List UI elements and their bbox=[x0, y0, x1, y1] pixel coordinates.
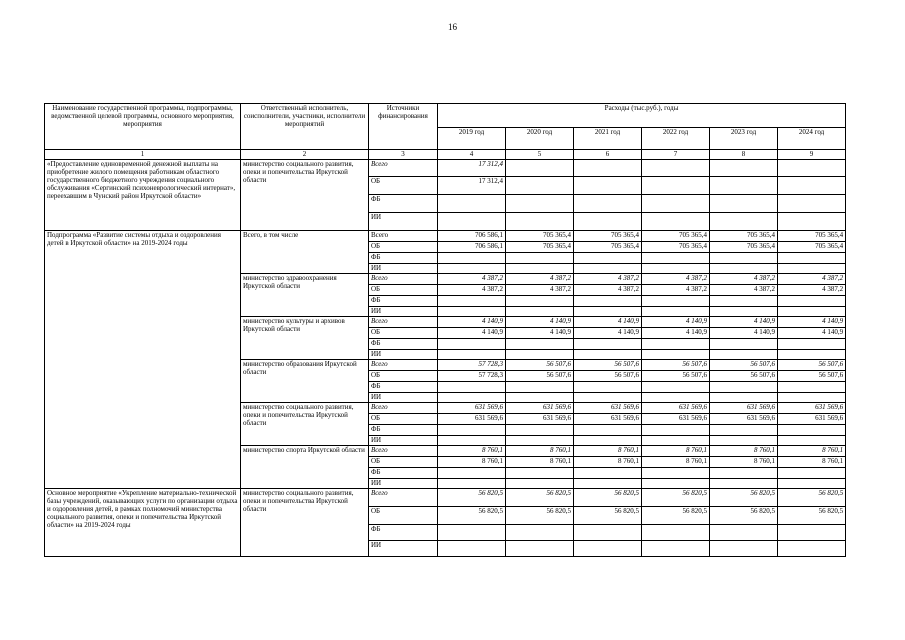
expense-cell bbox=[642, 468, 710, 479]
header-year: 2019 год bbox=[438, 128, 506, 150]
header-responsible: Ответственный исполнитель, соисполнители, участники, исполнители мероприятий bbox=[241, 104, 369, 150]
expense-cell: 8 760,1 bbox=[574, 457, 642, 468]
expense-cell bbox=[642, 393, 710, 403]
expense-cell bbox=[574, 479, 642, 489]
expense-cell bbox=[506, 479, 574, 489]
column-number: 7 bbox=[642, 150, 710, 160]
expense-cell bbox=[710, 213, 778, 231]
expense-cell: 4 387,2 bbox=[574, 285, 642, 296]
expense-cell bbox=[642, 177, 710, 195]
expense-cell: 705 365,4 bbox=[506, 231, 574, 242]
expense-cell bbox=[642, 382, 710, 393]
expense-cell bbox=[710, 425, 778, 436]
funding-source: ОБ bbox=[369, 507, 438, 525]
expense-cell bbox=[574, 160, 642, 177]
expense-cell: 56 507,6 bbox=[574, 371, 642, 382]
executor-name: министерство социального развития, опеки и попечительства Иркутской области bbox=[241, 403, 369, 446]
expense-cell bbox=[438, 350, 506, 360]
expense-cell: 56 820,5 bbox=[506, 489, 574, 507]
expense-cell bbox=[574, 264, 642, 274]
expense-cell bbox=[438, 296, 506, 307]
expense-cell bbox=[438, 468, 506, 479]
expense-cell bbox=[710, 393, 778, 403]
expense-cell: 56 507,6 bbox=[710, 371, 778, 382]
expense-cell bbox=[438, 253, 506, 264]
expense-cell: 706 586,1 bbox=[438, 242, 506, 253]
section-description: «Предоставление единовременной денежной выплаты на приобретение жилого помещения работникам областного государственного бюджетного учреждения социального обслуживания «Сергинский психоневрологический интернат», переехавшим в Чунский район Иркутской области» bbox=[45, 160, 241, 231]
expense-cell bbox=[778, 253, 846, 264]
expense-cell: 631 569,6 bbox=[506, 403, 574, 414]
funding-source: ИИ bbox=[369, 213, 438, 231]
expense-cell: 4 140,9 bbox=[778, 328, 846, 339]
expense-cell: 56 820,5 bbox=[778, 507, 846, 525]
expense-cell: 4 140,9 bbox=[506, 328, 574, 339]
expense-cell: 17 312,4 bbox=[438, 177, 506, 195]
expense-cell bbox=[710, 468, 778, 479]
expense-cell bbox=[778, 541, 846, 557]
expense-cell: 4 140,9 bbox=[574, 317, 642, 328]
funding-source: Всего bbox=[369, 360, 438, 371]
expense-cell: 4 387,2 bbox=[778, 274, 846, 285]
expense-cell bbox=[778, 468, 846, 479]
column-number: 4 bbox=[438, 150, 506, 160]
funding-source: ОБ bbox=[369, 457, 438, 468]
funding-source: ИИ bbox=[369, 479, 438, 489]
expense-cell bbox=[710, 339, 778, 350]
expense-cell bbox=[642, 307, 710, 317]
expense-cell: 705 365,4 bbox=[574, 231, 642, 242]
expense-cell: 4 140,9 bbox=[778, 317, 846, 328]
expense-cell bbox=[642, 213, 710, 231]
expense-cell: 4 140,9 bbox=[710, 328, 778, 339]
expense-cell bbox=[438, 307, 506, 317]
funding-source: ФБ bbox=[369, 195, 438, 213]
expense-cell: 8 760,1 bbox=[710, 457, 778, 468]
expense-cell bbox=[438, 525, 506, 541]
executor-name: министерство образования Иркутской области bbox=[241, 360, 369, 403]
expense-cell bbox=[710, 264, 778, 274]
expense-cell bbox=[438, 541, 506, 557]
funding-source: ИИ bbox=[369, 393, 438, 403]
expense-cell: 56 820,5 bbox=[710, 489, 778, 507]
expense-cell bbox=[574, 307, 642, 317]
expense-cell bbox=[506, 541, 574, 557]
funding-source: ОБ bbox=[369, 371, 438, 382]
expense-cell bbox=[506, 296, 574, 307]
column-number: 2 bbox=[241, 150, 369, 160]
expense-cell bbox=[642, 436, 710, 446]
expense-cell bbox=[506, 382, 574, 393]
expense-cell bbox=[710, 382, 778, 393]
expense-cell bbox=[574, 468, 642, 479]
expense-cell: 4 387,2 bbox=[574, 274, 642, 285]
expense-cell: 4 387,2 bbox=[710, 285, 778, 296]
expense-cell: 56 507,6 bbox=[574, 360, 642, 371]
expense-cell bbox=[506, 468, 574, 479]
expense-cell: 56 507,6 bbox=[642, 371, 710, 382]
expense-cell: 631 569,6 bbox=[574, 403, 642, 414]
expense-cell: 4 387,2 bbox=[506, 285, 574, 296]
expense-cell: 705 365,4 bbox=[778, 231, 846, 242]
expense-cell: 4 140,9 bbox=[438, 328, 506, 339]
expense-cell bbox=[506, 525, 574, 541]
column-number: 5 bbox=[506, 150, 574, 160]
expense-cell bbox=[710, 436, 778, 446]
expense-cell bbox=[710, 525, 778, 541]
expense-cell: 631 569,6 bbox=[438, 414, 506, 425]
expense-cell bbox=[778, 393, 846, 403]
funding-source: ФБ bbox=[369, 253, 438, 264]
expense-cell bbox=[506, 213, 574, 231]
expense-cell: 17 312,4 bbox=[438, 160, 506, 177]
expense-cell bbox=[506, 253, 574, 264]
funding-source: ИИ bbox=[369, 264, 438, 274]
expense-cell bbox=[574, 382, 642, 393]
expense-cell: 4 387,2 bbox=[438, 274, 506, 285]
expense-cell: 8 760,1 bbox=[642, 457, 710, 468]
expense-cell bbox=[642, 479, 710, 489]
expense-cell: 4 140,9 bbox=[506, 317, 574, 328]
expense-cell bbox=[506, 350, 574, 360]
table-row bbox=[45, 489, 846, 507]
expense-cell bbox=[506, 339, 574, 350]
expense-cell: 56 507,6 bbox=[778, 371, 846, 382]
expense-cell: 57 728,3 bbox=[438, 371, 506, 382]
expense-cell bbox=[642, 253, 710, 264]
header-expenses: Расходы (тыс.руб.), годы bbox=[438, 104, 846, 128]
budget-table bbox=[44, 103, 846, 557]
funding-source: ОБ bbox=[369, 414, 438, 425]
expense-cell bbox=[778, 339, 846, 350]
expense-cell bbox=[642, 339, 710, 350]
expense-cell: 4 387,2 bbox=[506, 274, 574, 285]
expense-cell bbox=[778, 160, 846, 177]
funding-source: Всего bbox=[369, 160, 438, 177]
column-number: 3 bbox=[369, 150, 438, 160]
funding-source: ИИ bbox=[369, 307, 438, 317]
expense-cell: 56 507,6 bbox=[710, 360, 778, 371]
expense-cell bbox=[574, 350, 642, 360]
expense-cell: 631 569,6 bbox=[710, 414, 778, 425]
executor-name: министерство социального развития, опеки и попечительства Иркутской области bbox=[241, 160, 369, 231]
expense-cell: 8 760,1 bbox=[438, 457, 506, 468]
executor-name: министерство культуры и архивов Иркутской области bbox=[241, 317, 369, 360]
expense-cell: 631 569,6 bbox=[778, 414, 846, 425]
expense-cell: 56 820,5 bbox=[642, 507, 710, 525]
expense-cell: 4 387,2 bbox=[778, 285, 846, 296]
expense-cell bbox=[574, 393, 642, 403]
funding-source: Всего bbox=[369, 317, 438, 328]
expense-cell: 4 387,2 bbox=[438, 285, 506, 296]
expense-cell bbox=[710, 350, 778, 360]
column-number: 9 bbox=[778, 150, 846, 160]
expense-cell bbox=[778, 264, 846, 274]
expense-cell bbox=[778, 425, 846, 436]
expense-cell bbox=[574, 339, 642, 350]
expense-cell bbox=[506, 307, 574, 317]
table-row bbox=[45, 160, 846, 177]
expense-cell bbox=[778, 382, 846, 393]
expense-cell: 8 760,1 bbox=[438, 446, 506, 457]
expense-cell: 4 140,9 bbox=[710, 317, 778, 328]
expense-cell: 56 820,5 bbox=[438, 489, 506, 507]
expense-cell: 4 140,9 bbox=[642, 317, 710, 328]
executor-name: министерство спорта Иркутской области bbox=[241, 446, 369, 489]
expense-cell: 8 760,1 bbox=[574, 446, 642, 457]
expense-cell bbox=[778, 195, 846, 213]
expense-cell: 56 507,6 bbox=[642, 360, 710, 371]
expense-cell bbox=[574, 541, 642, 557]
expense-cell bbox=[778, 213, 846, 231]
section-description: Подпрограмма «Развитие системы отдыха и оздоровления детей в Иркутской области» на 2019-2024 годы bbox=[45, 231, 241, 489]
expense-cell: 4 387,2 bbox=[710, 274, 778, 285]
expense-cell bbox=[642, 425, 710, 436]
funding-source: ИИ bbox=[369, 436, 438, 446]
expense-cell: 56 507,6 bbox=[778, 360, 846, 371]
funding-source: Всего bbox=[369, 231, 438, 242]
executor-name: Всего, в том числе bbox=[241, 231, 369, 274]
expense-cell: 631 569,6 bbox=[710, 403, 778, 414]
expense-cell bbox=[506, 425, 574, 436]
page-number: 16 bbox=[448, 22, 457, 32]
expense-cell: 56 820,5 bbox=[574, 489, 642, 507]
expense-cell bbox=[778, 296, 846, 307]
expense-cell: 631 569,6 bbox=[506, 414, 574, 425]
expense-cell bbox=[574, 213, 642, 231]
expense-cell bbox=[642, 541, 710, 557]
expense-cell bbox=[642, 350, 710, 360]
expense-cell bbox=[710, 541, 778, 557]
funding-source: ФБ bbox=[369, 296, 438, 307]
expense-cell: 631 569,6 bbox=[574, 414, 642, 425]
expense-cell bbox=[574, 425, 642, 436]
expense-cell bbox=[438, 393, 506, 403]
header-year: 2023 год bbox=[710, 128, 778, 150]
expense-cell: 705 365,4 bbox=[710, 231, 778, 242]
expense-cell bbox=[506, 177, 574, 195]
funding-source: Всего bbox=[369, 446, 438, 457]
expense-cell bbox=[438, 436, 506, 446]
expense-cell: 56 820,5 bbox=[438, 507, 506, 525]
expense-cell bbox=[574, 253, 642, 264]
expense-cell: 8 760,1 bbox=[642, 446, 710, 457]
expense-cell bbox=[506, 264, 574, 274]
expense-cell: 631 569,6 bbox=[642, 403, 710, 414]
expense-cell: 56 820,5 bbox=[710, 507, 778, 525]
expense-cell bbox=[438, 195, 506, 213]
expense-cell bbox=[778, 436, 846, 446]
funding-source: Всего bbox=[369, 274, 438, 285]
funding-source: ОБ bbox=[369, 285, 438, 296]
expense-cell bbox=[438, 382, 506, 393]
expense-cell: 56 820,5 bbox=[778, 489, 846, 507]
expense-cell bbox=[710, 253, 778, 264]
expense-cell bbox=[642, 264, 710, 274]
header-year: 2024 год bbox=[778, 128, 846, 150]
expense-cell bbox=[778, 177, 846, 195]
expense-cell bbox=[642, 160, 710, 177]
expense-cell bbox=[710, 307, 778, 317]
expense-cell: 56 507,6 bbox=[506, 360, 574, 371]
table-row bbox=[45, 231, 846, 242]
expense-cell: 4 387,2 bbox=[642, 274, 710, 285]
expense-cell: 56 507,6 bbox=[506, 371, 574, 382]
header-year: 2021 год bbox=[574, 128, 642, 150]
expense-cell bbox=[778, 307, 846, 317]
expense-cell: 705 365,4 bbox=[710, 242, 778, 253]
expense-cell bbox=[506, 160, 574, 177]
header-year: 2022 год bbox=[642, 128, 710, 150]
funding-source: ФБ bbox=[369, 468, 438, 479]
expense-cell bbox=[642, 525, 710, 541]
expense-cell bbox=[778, 525, 846, 541]
column-number: 1 bbox=[45, 150, 241, 160]
expense-cell: 8 760,1 bbox=[506, 446, 574, 457]
executor-name: министерство социального развития, опеки и попечительства Иркутской области bbox=[241, 489, 369, 557]
expense-cell: 705 365,4 bbox=[642, 242, 710, 253]
expense-cell bbox=[506, 436, 574, 446]
funding-source: ОБ bbox=[369, 328, 438, 339]
expense-cell bbox=[642, 195, 710, 213]
funding-source: ФБ bbox=[369, 525, 438, 541]
funding-source: ФБ bbox=[369, 339, 438, 350]
expense-cell: 8 760,1 bbox=[778, 457, 846, 468]
expense-cell bbox=[438, 425, 506, 436]
expense-cell bbox=[574, 525, 642, 541]
section-description: Основное мероприятие «Укрепление материально-технической базы учреждений, оказывающих услуги по организации отдыха и оздоровления детей, в рамках полномочий министерства социального развития, опеки и попечительства Иркутской области» на 2019-2024 годы bbox=[45, 489, 241, 557]
expense-cell: 631 569,6 bbox=[778, 403, 846, 414]
header-sources: Источники финансирования bbox=[369, 104, 438, 150]
funding-source: ФБ bbox=[369, 382, 438, 393]
expense-cell: 631 569,6 bbox=[438, 403, 506, 414]
expense-cell bbox=[506, 393, 574, 403]
expense-cell bbox=[438, 264, 506, 274]
expense-cell: 56 820,5 bbox=[574, 507, 642, 525]
expense-cell bbox=[710, 479, 778, 489]
expense-cell bbox=[506, 195, 574, 213]
column-number: 6 bbox=[574, 150, 642, 160]
expense-cell: 4 140,9 bbox=[574, 328, 642, 339]
column-number: 8 bbox=[710, 150, 778, 160]
expense-cell: 8 760,1 bbox=[506, 457, 574, 468]
expense-cell bbox=[642, 296, 710, 307]
funding-source: ОБ bbox=[369, 177, 438, 195]
expense-cell bbox=[574, 296, 642, 307]
expense-cell bbox=[710, 296, 778, 307]
expense-cell: 705 365,4 bbox=[778, 242, 846, 253]
expense-cell bbox=[778, 350, 846, 360]
expense-cell: 631 569,6 bbox=[642, 414, 710, 425]
expense-cell bbox=[778, 479, 846, 489]
expense-cell: 57 728,3 bbox=[438, 360, 506, 371]
expense-cell bbox=[574, 436, 642, 446]
expense-cell: 705 365,4 bbox=[642, 231, 710, 242]
funding-source: ИИ bbox=[369, 541, 438, 557]
expense-cell: 8 760,1 bbox=[778, 446, 846, 457]
expense-cell: 56 820,5 bbox=[506, 507, 574, 525]
expense-cell bbox=[438, 339, 506, 350]
expense-cell bbox=[710, 160, 778, 177]
header-name: Наименование государственной программы, подпрограммы, ведомственной целевой программы, основного мероприятия, мероприятия bbox=[45, 104, 241, 150]
expense-cell bbox=[710, 177, 778, 195]
expense-cell: 705 365,4 bbox=[506, 242, 574, 253]
expense-cell bbox=[710, 195, 778, 213]
expense-cell: 8 760,1 bbox=[710, 446, 778, 457]
expense-cell: 4 140,9 bbox=[642, 328, 710, 339]
expense-cell bbox=[438, 479, 506, 489]
expense-cell: 4 387,2 bbox=[642, 285, 710, 296]
expense-cell: 706 586,1 bbox=[438, 231, 506, 242]
funding-source: Всего bbox=[369, 489, 438, 507]
executor-name: министерство здравоохранения Иркутской области bbox=[241, 274, 369, 317]
expense-cell bbox=[438, 213, 506, 231]
expense-cell: 4 140,9 bbox=[438, 317, 506, 328]
expense-cell: 705 365,4 bbox=[574, 242, 642, 253]
header-year: 2020 год bbox=[506, 128, 574, 150]
expense-cell: 56 820,5 bbox=[642, 489, 710, 507]
expense-cell bbox=[574, 195, 642, 213]
table-body bbox=[45, 160, 846, 557]
funding-source: Всего bbox=[369, 403, 438, 414]
funding-source: ОБ bbox=[369, 242, 438, 253]
expense-cell bbox=[574, 177, 642, 195]
funding-source: ИИ bbox=[369, 350, 438, 360]
funding-source: ФБ bbox=[369, 425, 438, 436]
